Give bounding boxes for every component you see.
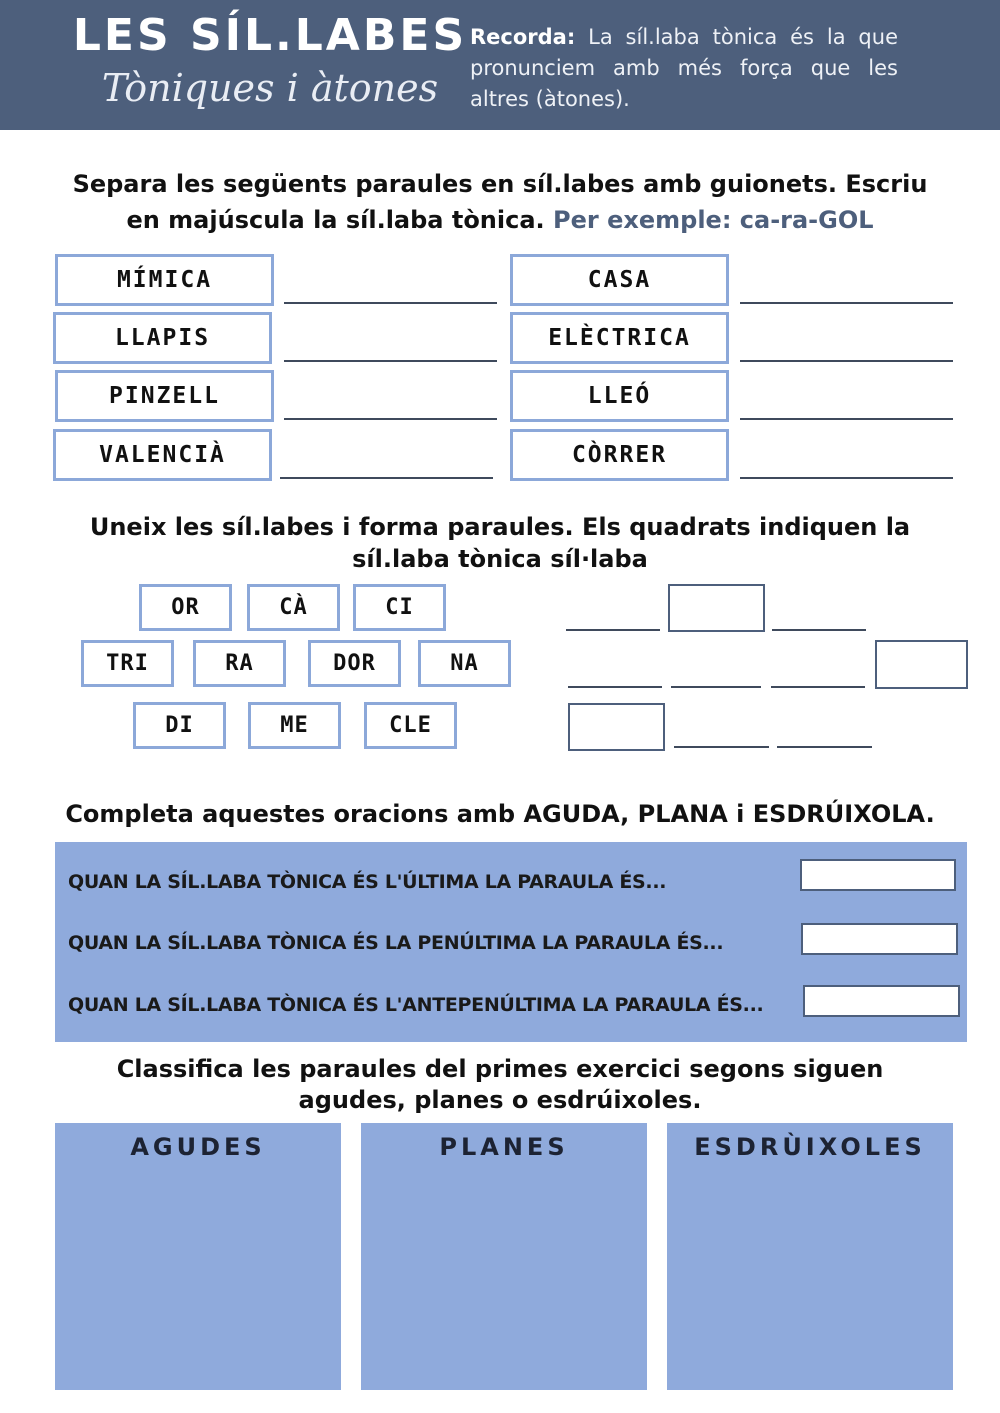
syllable-slot[interactable] [772, 629, 866, 631]
answer-line-left-4[interactable] [280, 477, 493, 479]
exercise4-instruction: Classifica les paraules del primes exercici segons siguen agudes, planes o esdrúixoles. [116, 1055, 884, 1114]
exercise1-example: Per exemple: ca-ra-GOL [553, 206, 874, 234]
syllable-slot[interactable] [671, 686, 761, 688]
answer-line-left-1[interactable] [284, 302, 497, 304]
answer-line-right-3[interactable] [740, 418, 953, 420]
syllable-slot[interactable] [674, 746, 769, 748]
column-header-agudes: AGUDES [130, 1133, 266, 1161]
sentence-1: QUAN LA SÍL.LABA TÒNICA ÉS L'ÚLTIMA LA PARAULA ÉS... [68, 871, 667, 893]
syllable-box[interactable]: NA [418, 640, 511, 687]
answer-line-right-2[interactable] [740, 360, 953, 362]
syllable-slot[interactable] [771, 686, 865, 688]
page-title: LES SÍL.LABES [72, 10, 468, 61]
syllable-box[interactable]: RA [193, 640, 286, 687]
answer-line-right-4[interactable] [740, 477, 953, 479]
answer-box-3[interactable] [803, 985, 960, 1017]
column-header-planes: PLANES [439, 1133, 569, 1161]
answer-box-2[interactable] [801, 923, 958, 955]
syllable-box[interactable]: DI [133, 702, 226, 749]
answer-box-1[interactable] [800, 859, 956, 891]
word-box-right-2: ELÈCTRICA [510, 312, 729, 364]
column-header-esdruixoles: ESDRÙIXOLES [694, 1133, 926, 1161]
tonic-syllable-slot[interactable] [875, 640, 968, 689]
page-subtitle: Tòniques i àtones [101, 66, 439, 110]
syllable-slot[interactable] [568, 686, 662, 688]
syllable-box[interactable]: CÀ [247, 584, 340, 631]
tonic-syllable-slot[interactable] [668, 584, 765, 632]
column-esdruixoles[interactable] [667, 1123, 953, 1390]
syllable-box[interactable]: DOR [308, 640, 401, 687]
exercise2-instruction: Uneix les síl.labes i forma paraules. Els quadrats indiquen la síl.laba tònica síl·laba [89, 513, 911, 573]
word-box-left-3: PINZELL [55, 370, 274, 422]
answer-line-left-2[interactable] [284, 360, 497, 362]
word-box-left-4: VALENCIÀ [53, 429, 272, 481]
reminder-note [470, 22, 898, 115]
syllable-slot[interactable] [566, 629, 660, 631]
syllable-box[interactable]: OR [139, 584, 232, 631]
tonic-syllable-slot[interactable] [568, 703, 665, 751]
word-box-right-4: CÒRRER [510, 429, 729, 481]
reminder-text: La síl.laba tònica és la que pronunciem amb més força que les altres (àtones). [470, 25, 898, 111]
word-box-right-1: CASA [510, 254, 729, 306]
column-agudes[interactable] [55, 1123, 341, 1390]
syllable-box[interactable]: CI [353, 584, 446, 631]
answer-line-left-3[interactable] [284, 418, 497, 420]
column-planes[interactable] [361, 1123, 647, 1390]
syllable-box[interactable]: TRI [81, 640, 174, 687]
syllable-slot[interactable] [777, 746, 872, 748]
exercise3-instruction: Completa aquestes oracions amb AGUDA, PLANA i ESDRÚIXOLA. [65, 800, 935, 828]
syllable-box[interactable]: CLE [364, 702, 457, 749]
word-box-left-2: LLAPIS [53, 312, 272, 364]
sentence-3: QUAN LA SÍL.LABA TÒNICA ÉS L'ANTEPENÚLTIMA LA PARAULA ÉS... [68, 994, 764, 1016]
word-box-left-1: MÍMICA [55, 254, 274, 306]
exercise1-instruction-text: Separa les següents paraules en síl.labes amb guionets. Escriu en majúscula la síl.laba tònica. [72, 170, 928, 234]
word-box-right-3: LLEÓ [510, 370, 729, 422]
sentence-2: QUAN LA SÍL.LABA TÒNICA ÉS LA PENÚLTIMA LA PARAULA ÉS... [68, 932, 724, 954]
reminder-label: Recorda: [470, 25, 576, 49]
exercise1-instruction [60, 166, 940, 238]
syllable-box[interactable]: ME [248, 702, 341, 749]
answer-line-right-1[interactable] [740, 302, 953, 304]
